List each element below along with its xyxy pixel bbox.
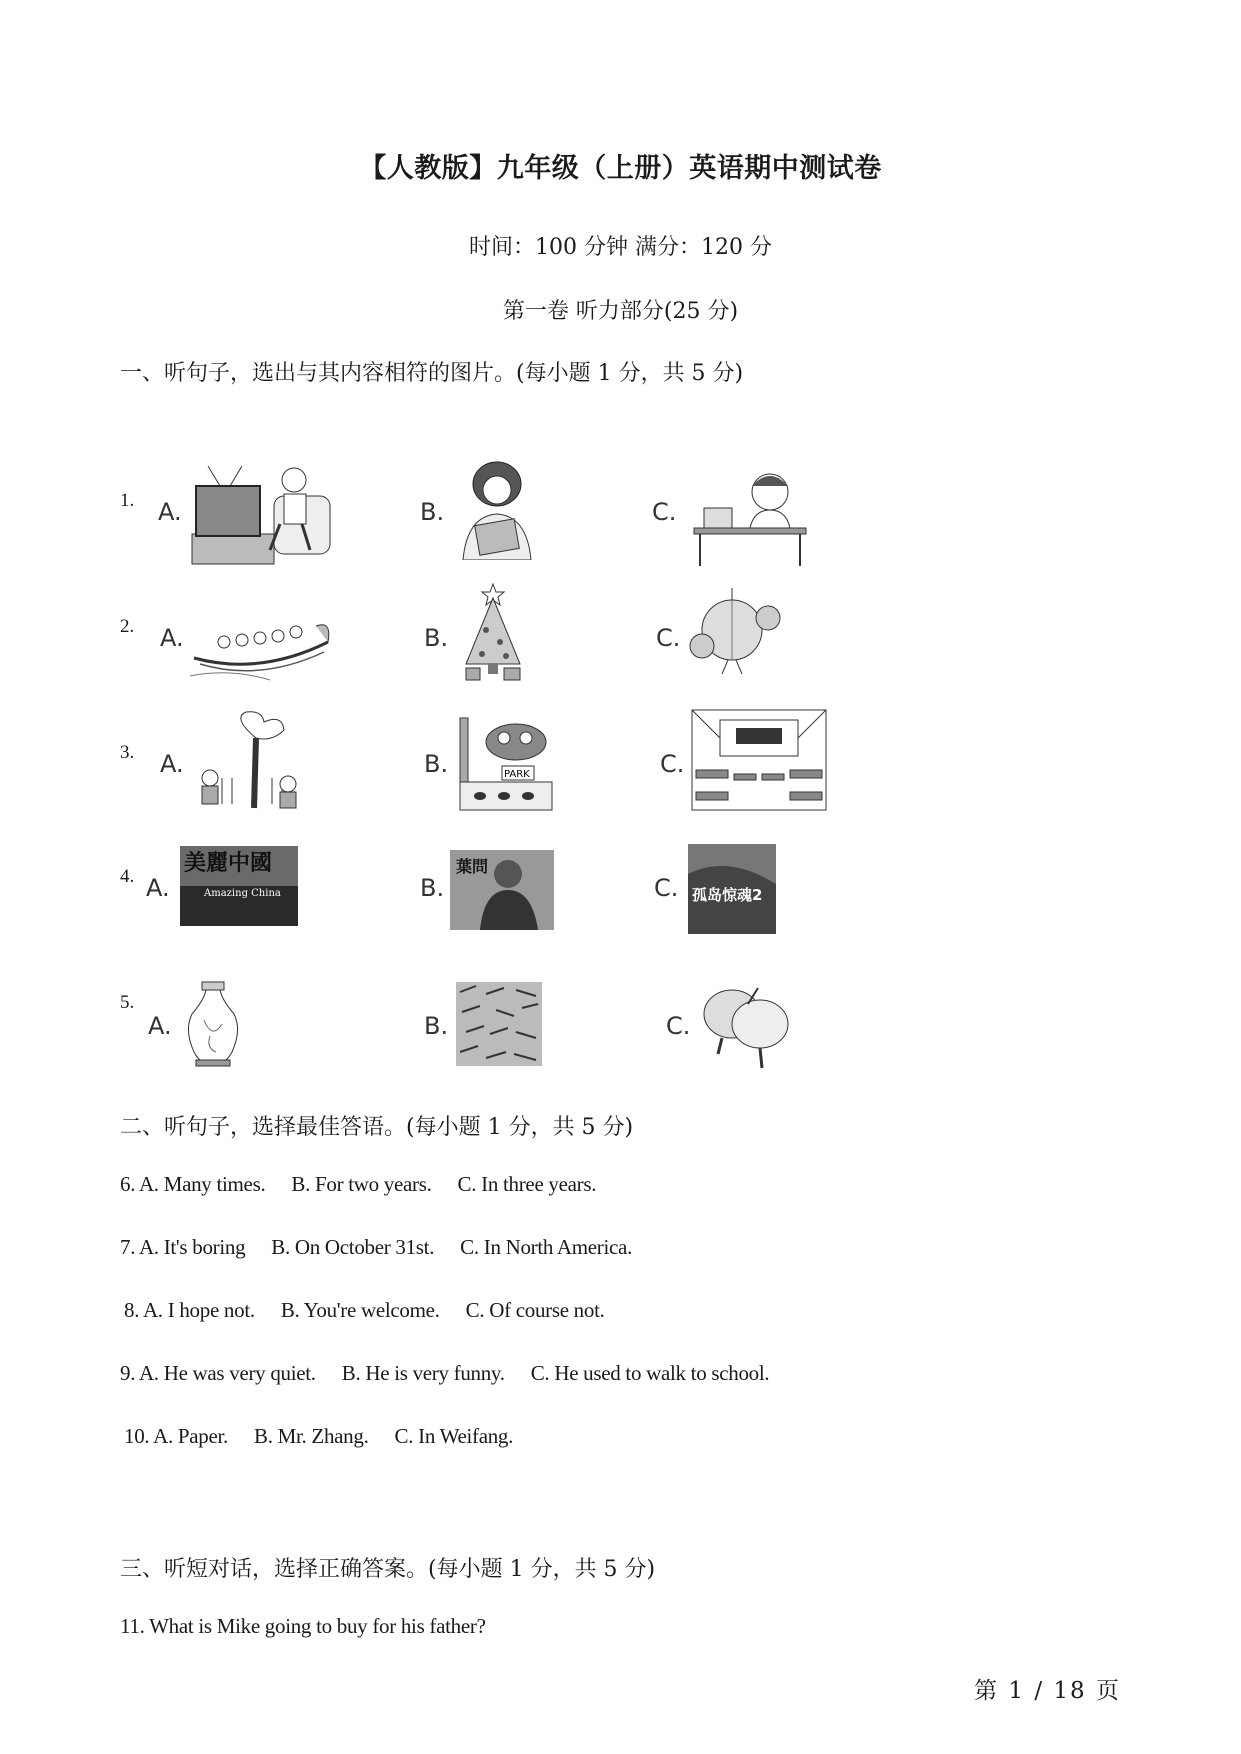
girl-radio-picture	[690, 470, 810, 570]
question-number: 2.	[120, 616, 135, 637]
lantern-faces-picture	[688, 586, 784, 676]
option-label: B.	[424, 624, 449, 652]
option-label: C.	[666, 1012, 691, 1040]
option-label: A.	[160, 624, 184, 652]
christmas-tree-picture	[456, 580, 530, 682]
option-label: A.	[158, 498, 182, 526]
tv-watching-picture	[190, 460, 336, 566]
question-9	[120, 1361, 795, 1386]
option-a: 6. A. Many times.	[120, 1172, 266, 1196]
question-10	[124, 1424, 539, 1449]
film-poster-amazing-china	[180, 846, 298, 926]
option-label: C.	[654, 874, 679, 902]
option-c: C. In Weifang.	[394, 1424, 514, 1448]
dragon-boat-picture	[190, 602, 334, 684]
option-c: C. Of course not.	[465, 1298, 605, 1322]
film-poster-crysis	[688, 844, 776, 934]
page-title: 【人教版】九年级（上册）英语期中测试卷	[359, 153, 882, 184]
option-label: A.	[160, 750, 184, 778]
option-label: A.	[148, 1012, 172, 1040]
film-c-title: 孤岛惊魂2	[692, 886, 763, 904]
option-label: C.	[656, 624, 681, 652]
classroom-picture	[690, 708, 828, 812]
page-number: 第 1 / 18 页	[974, 1678, 1121, 1704]
option-b: B. On October 31st.	[271, 1235, 435, 1259]
vase-picture	[182, 980, 244, 1068]
option-label: B.	[420, 498, 445, 526]
option-label: B.	[420, 874, 445, 902]
film-a-title: 美麗中國	[184, 850, 273, 876]
option-a: 7. A. It's boring	[120, 1235, 246, 1259]
option-c: C. In North America.	[460, 1235, 633, 1259]
question-number: 1.	[120, 490, 135, 511]
question-number: 5.	[120, 992, 135, 1013]
film-b-title: 葉問	[456, 857, 489, 876]
question-8	[124, 1298, 631, 1323]
film-a-subtitle: Amazing China	[204, 888, 281, 899]
option-label: C.	[652, 498, 677, 526]
option-c: C. He used to walk to school.	[530, 1361, 770, 1385]
option-b: B. He is very funny.	[341, 1361, 505, 1385]
section1-heading: 一、听句子，选出与其内容相符的图片。(每小题 1 分，共 5 分)	[120, 361, 744, 386]
option-label: A.	[146, 874, 170, 902]
section2-heading: 二、听句子，选择最佳答语。(每小题 1 分，共 5 分)	[120, 1115, 634, 1140]
option-label: B.	[424, 750, 449, 778]
park-sign: PARK	[504, 769, 530, 780]
red-lanterns-picture	[700, 980, 790, 1072]
section3-heading: 三、听短对话，选择正确答案。(每小题 1 分，共 5 分)	[120, 1557, 656, 1582]
park-gate-picture	[456, 708, 570, 816]
option-a: 8. A. I hope not.	[124, 1298, 255, 1322]
boy-reading-picture	[455, 460, 535, 560]
option-a: 9. A. He was very quiet.	[120, 1361, 316, 1385]
tea-leaves-picture	[456, 982, 542, 1066]
question-number: 4.	[120, 866, 135, 887]
exam-meta: 时间：100 分钟 满分：120 分	[469, 235, 772, 260]
option-a: 10. A. Paper.	[124, 1424, 229, 1448]
question-7	[120, 1235, 658, 1260]
option-b: B. Mr. Zhang.	[254, 1424, 369, 1448]
question-6	[120, 1172, 622, 1197]
film-poster-ip-man	[450, 850, 554, 930]
option-c: C. In three years.	[457, 1172, 597, 1196]
option-label: B.	[424, 1012, 449, 1040]
option-b: B. For two years.	[291, 1172, 432, 1196]
option-label: C.	[660, 750, 685, 778]
option-b: B. You're welcome.	[280, 1298, 440, 1322]
question-number: 3.	[120, 742, 135, 763]
tree-planting-picture	[192, 708, 304, 812]
part-heading: 第一卷 听力部分(25 分)	[502, 299, 739, 324]
question-11: 11. What is Mike going to buy for his father?	[120, 1614, 486, 1638]
